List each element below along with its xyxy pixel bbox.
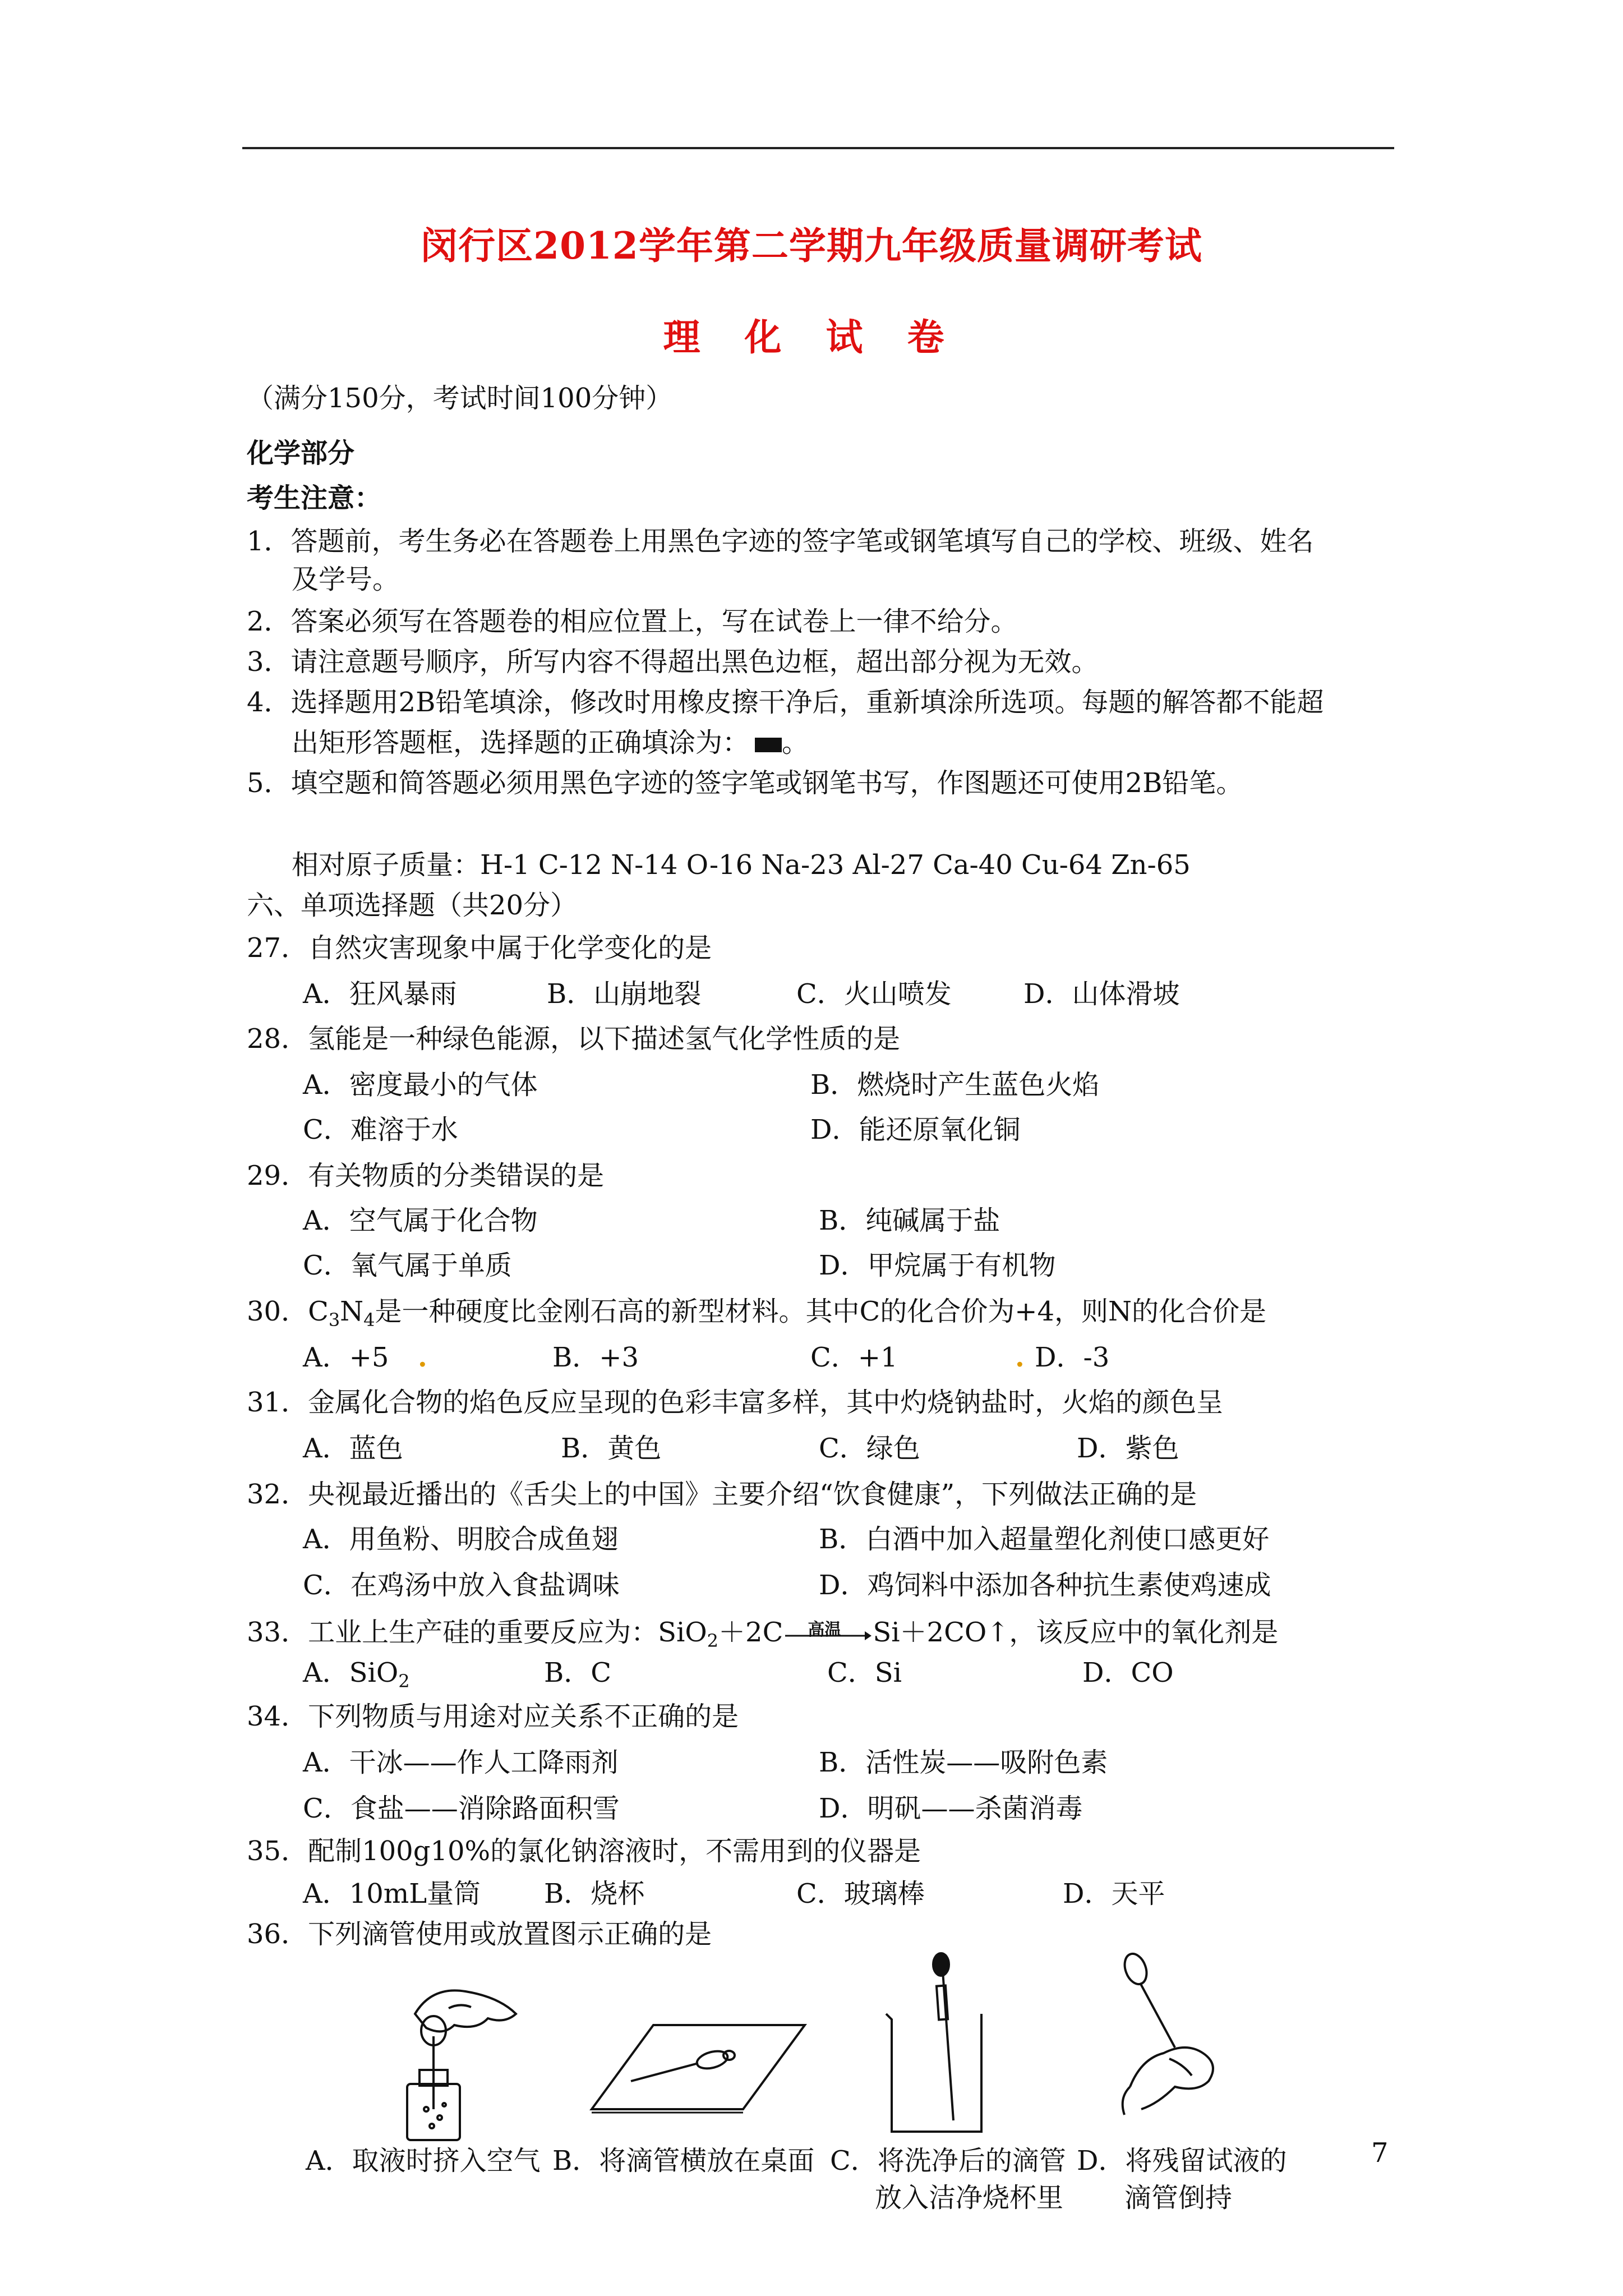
notice-2: 2．答案必须写在答题卷的相应位置上，写在试卷上一律不给分。 — [247, 606, 1018, 637]
q29-option-a: A．空气属于化合物 — [303, 1205, 538, 1236]
q30-rest: 是一种硬度比金刚石高的新型材料。其中C的化合价为+4，则N的化合价是 — [375, 1296, 1267, 1327]
q30-sub2: 4 — [363, 1309, 375, 1331]
page-number: 7 — [1371, 2137, 1389, 2169]
q28-option-c: C．难溶于水 — [303, 1114, 458, 1145]
q30-mark-dot-1: . — [418, 1342, 427, 1373]
q30-n: N — [340, 1296, 364, 1327]
reaction-arrow — [783, 1616, 873, 1649]
q30-sub1: 3 — [328, 1309, 340, 1331]
atomic-mass: 相对原子质量：H-1 C-12 N-14 O-16 Na-23 Al-27 Ca-40 Cu-64 Zn-65 — [292, 849, 1191, 881]
q36-option-b: B．将滴管横放在桌面 — [552, 2145, 815, 2177]
q34-option-a: A．干冰——作人工降雨剂 — [303, 1747, 619, 1778]
q36-option-d-line1: D．将残留试液的 — [1077, 2145, 1287, 2177]
q33-option-b: B．C — [544, 1657, 612, 1688]
q33-option-a — [303, 1656, 410, 1698]
q30-num: 30．C — [247, 1296, 329, 1327]
q36-option-a: A．取液时挤入空气 — [306, 2145, 541, 2177]
q35-option-b: B．烧杯 — [544, 1878, 645, 1910]
q35-option-c: C．玻璃棒 — [796, 1878, 925, 1910]
q31-option-c: C．绿色 — [819, 1433, 920, 1464]
q32-option-a: A．用鱼粉、明胶合成鱼翅 — [303, 1524, 619, 1555]
q30-stem — [247, 1295, 1266, 1337]
figure-a-dropper-in-bottle — [393, 1975, 527, 2143]
q33-sub: 2 — [707, 1630, 719, 1651]
notice-5: 5．填空题和简答题必须用黑色字迹的签字笔或钢笔书写，作图题还可使用2B铅笔。 — [247, 767, 1243, 799]
q30-option-c: C．+1 — [810, 1342, 898, 1373]
q35-option-a: A．10mL量筒 — [303, 1878, 481, 1910]
q31-option-a: A．蓝色 — [303, 1433, 403, 1464]
q36-option-d-line2: 滴管倒持 — [1124, 2182, 1233, 2214]
q35-stem: 35．配制100g10%的氯化钠溶液时，不需用到的仪器是 — [247, 1835, 921, 1867]
q34-option-c: C．食盐——消除路面积雪 — [303, 1793, 620, 1824]
q27-option-b: B．山崩地裂 — [547, 978, 702, 1010]
q30-option-b: B．+3 — [552, 1342, 639, 1373]
q36-option-c-line2: 放入洁净烧杯里 — [875, 2182, 1064, 2214]
figure-d-dropper-inverted — [1108, 1947, 1237, 2126]
q27-option-d: D．山体滑坡 — [1023, 978, 1180, 1010]
q28-option-a: A．密度最小的气体 — [303, 1069, 538, 1101]
q31-option-d: D．紫色 — [1077, 1433, 1179, 1464]
q35-option-d: D．天平 — [1063, 1878, 1165, 1910]
filled-answer-box — [755, 738, 782, 752]
notice-1: 1．答题前，考生务必在答题卷上用黑色字迹的签字笔或钢笔填写自己的学校、班级、姓名 — [247, 526, 1314, 557]
q33-option-d: D．CO — [1082, 1657, 1174, 1688]
q32-option-d: D．鸡饲料中添加各种抗生素使鸡速成 — [819, 1570, 1271, 1601]
q27-stem: 27．自然灾害现象中属于化学变化的是 — [247, 932, 712, 964]
exam-title: 闵行区2012学年第二学期九年级质量调研考试 — [421, 224, 1202, 268]
q32-option-c: C．在鸡汤中放入食盐调味 — [303, 1570, 620, 1601]
q32-stem: 32．央视最近播出的《舌尖上的中国》主要介绍“饮食健康”，下列做法正确的是 — [247, 1479, 1197, 1510]
q27-option-a: A．狂风暴雨 — [303, 978, 457, 1010]
q30-option-d: D．-3 — [1035, 1342, 1110, 1373]
q33-stem — [247, 1616, 1278, 1658]
paper-subtitle: 理 化 试 卷 — [663, 315, 960, 359]
q34-option-b: B．活性炭——吸附色素 — [819, 1747, 1108, 1778]
q33-option-c: C．Si — [827, 1657, 902, 1688]
q33-mid: ＋2C — [718, 1617, 783, 1648]
notice-4-cont — [292, 726, 809, 760]
notice-4-period: 。 — [782, 727, 809, 758]
reaction-condition: 高温 — [808, 1620, 842, 1640]
q31-stem: 31．金属化合物的焰色反应呈现的色彩丰富多样，其中灼烧钠盐时，火焰的颜色呈 — [247, 1387, 1224, 1418]
q28-stem: 28．氢能是一种绿色能源，以下描述氢气化学性质的是 — [247, 1023, 901, 1055]
q33-post: Si＋2CO↑，该反应中的氧化剂是 — [873, 1617, 1279, 1648]
q33-option-a-sub: 2 — [398, 1671, 410, 1692]
notice-heading: 考生注意： — [247, 482, 382, 514]
q32-option-b: B．白酒中加入超量塑化剂使口感更好 — [819, 1524, 1270, 1555]
score-note: （满分150分，考试时间100分钟） — [247, 383, 673, 414]
q29-option-d: D．甲烷属于有机物 — [819, 1250, 1056, 1281]
q34-stem: 34．下列物质与用途对应关系不正确的是 — [247, 1701, 739, 1732]
q36-stem: 36．下列滴管使用或放置图示正确的是 — [247, 1918, 712, 1950]
figure-b-dropper-on-table — [586, 2014, 810, 2115]
q29-option-b: B．纯碱属于盐 — [819, 1205, 1000, 1236]
notice-4-cont-text: 出矩形答题框，选择题的正确填涂为： — [292, 727, 750, 758]
q31-option-b: B．黄色 — [561, 1433, 662, 1464]
notice-1-cont: 及学号。 — [292, 564, 400, 595]
q33-pre: 33．工业上生产硅的重要反应为：SiO — [247, 1617, 707, 1648]
q34-option-d: D．明矾——杀菌消毒 — [819, 1793, 1083, 1824]
q30-mark-dot-2: . — [1015, 1342, 1025, 1373]
q29-option-c: C．氧气属于单质 — [303, 1250, 512, 1281]
q36-option-c-line1: C．将洗净后的滴管 — [830, 2145, 1066, 2177]
notice-4: 4．选择题用2B铅笔填涂，修改时用橡皮擦干净后，重新填涂所选项。每题的解答都不能超 — [247, 687, 1324, 718]
q29-stem: 29．有关物质的分类错误的是 — [247, 1160, 605, 1191]
q33-option-a-text: A．SiO — [303, 1657, 399, 1688]
q28-option-b: B．燃烧时产生蓝色火焰 — [810, 1069, 1100, 1101]
q27-option-c: C．火山喷发 — [796, 978, 952, 1010]
figure-c-dropper-in-beaker — [875, 1952, 1004, 2143]
q28-option-d: D．能还原氧化铜 — [810, 1114, 1021, 1145]
q30-option-a: A．+5 — [303, 1342, 389, 1373]
top-rule — [242, 147, 1394, 149]
part-heading: 六、单项选择题（共20分） — [247, 890, 578, 921]
notice-3: 3．请注意题号顺序，所写内容不得超出黑色边框，超出部分视为无效。 — [247, 646, 1099, 678]
section-heading: 化学部分 — [247, 438, 355, 469]
